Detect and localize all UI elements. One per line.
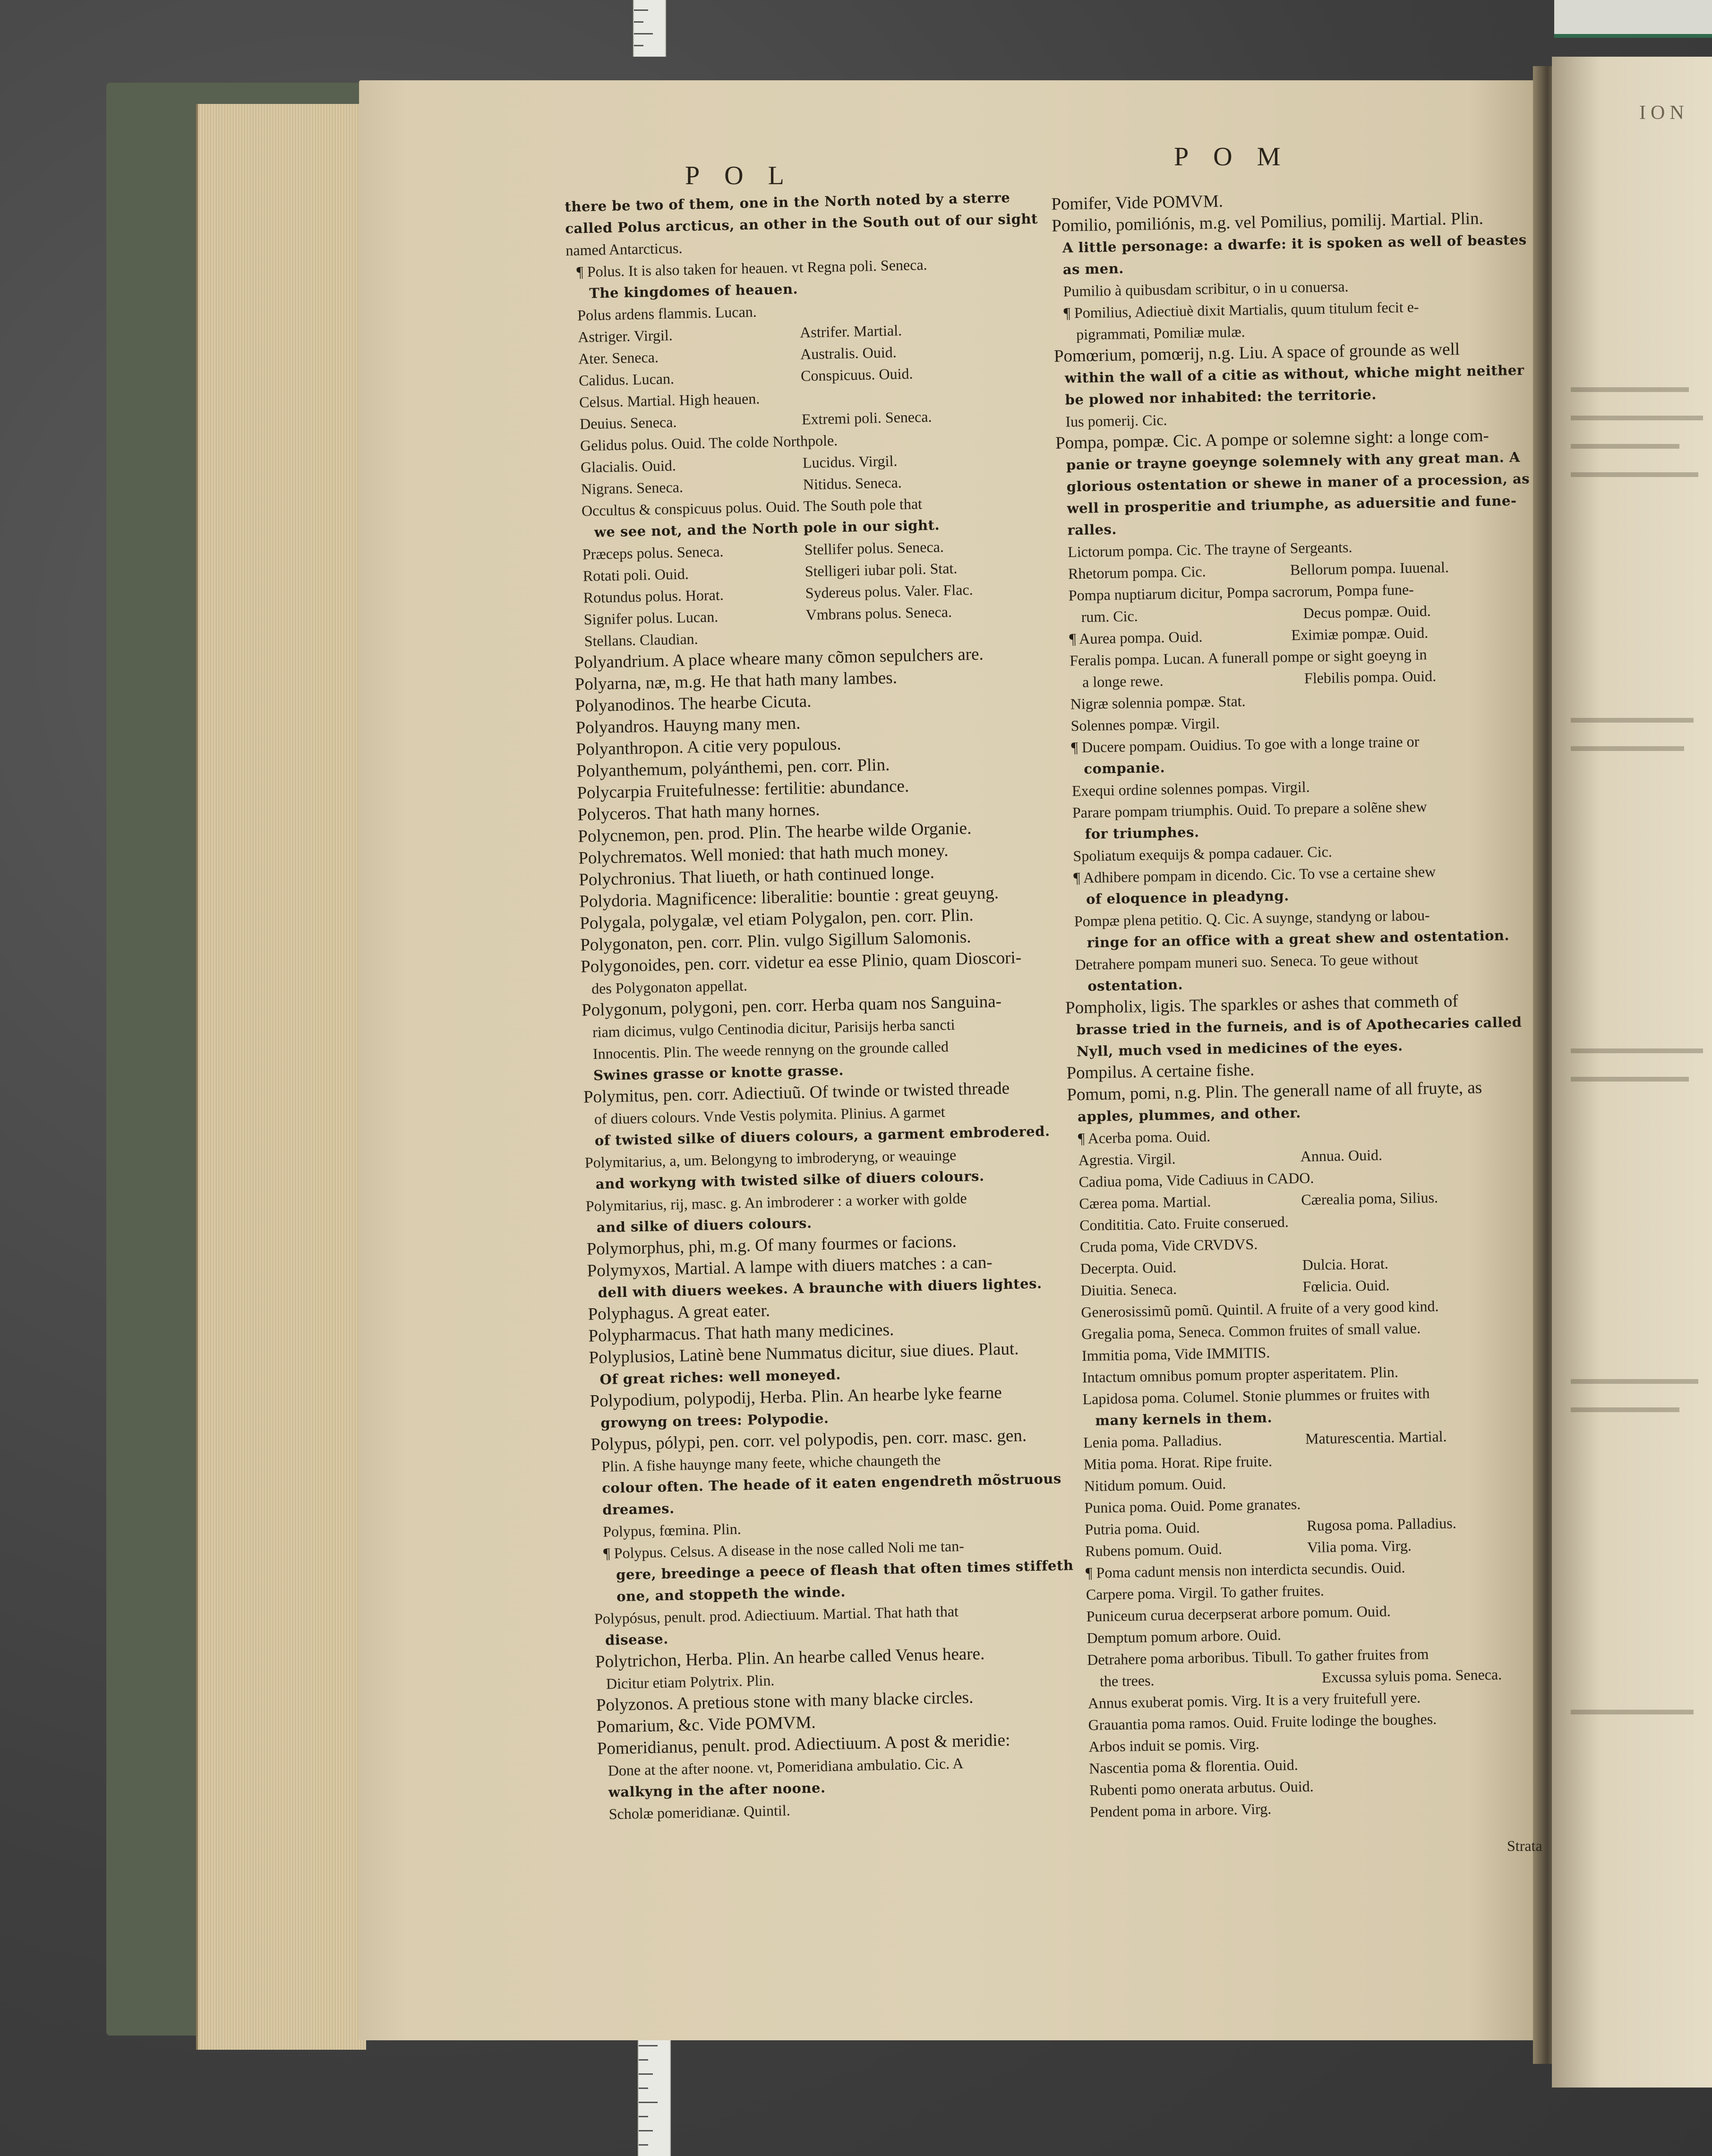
headword-entry: Pompa, pompæ. Cic. A pompe or solemne sight: a longe com- bbox=[1055, 426, 1489, 453]
entry-fragment: Rotati poli. Ouid. bbox=[582, 565, 689, 585]
entry-fragment: Decerpta. Ouid. bbox=[1080, 1258, 1177, 1278]
headword-entry: Polymitus, pen. corr. Adiectiuũ. Of twinde or twisted threade bbox=[583, 1078, 1010, 1107]
entry-line: pigrammati, Pomiliæ mulæ. bbox=[1076, 323, 1245, 343]
entry-fragment: Astrifer. Martial. bbox=[799, 322, 902, 341]
facing-page bbox=[1552, 57, 1712, 2088]
headword-entry: Polycnemon, pen. prod. Plin. The hearbe wilde Organie. bbox=[577, 818, 972, 846]
entry-line: Stellans. Claudian. bbox=[584, 630, 698, 650]
headword-entry: Polyphagus. A great eater. bbox=[588, 1301, 770, 1324]
entry-fragment: Nigrans. Seneca. bbox=[581, 478, 684, 498]
entry-line: A little personage: a dwarfe: it is spoken as well of beastes bbox=[1062, 231, 1527, 256]
entry-line: Rubenti pomo onerata arbutus. Ouid. bbox=[1089, 1777, 1314, 1799]
headword-entry: Pomilio, pomiliónis, m.g. vel Pomilius, pomilij. Martial. Plin. bbox=[1051, 209, 1484, 236]
entry-fragment: Maturescentia. Martial. bbox=[1305, 1427, 1447, 1448]
entry-fragment: Cærealia poma, Silius. bbox=[1301, 1189, 1438, 1209]
entry-fragment: Australis. Ouid. bbox=[800, 343, 897, 363]
headword-entry: Polygala, polygalæ, vel etiam Polygalon, pen. corr. Plin. bbox=[579, 905, 974, 933]
entry-line: Puniceum curua decerpserat arbore pomum. Ouid. bbox=[1086, 1602, 1391, 1625]
entry-line: panie or trayne goeynge solemnely with any great man. A bbox=[1066, 449, 1521, 473]
entry-line: Feralis pompa. Lucan. A funerall pompe or sight goeyng in bbox=[1069, 646, 1427, 669]
headword-entry: Polygonoides, pen. corr. videtur ea esse Plinio, quam Dioscori- bbox=[580, 948, 1022, 977]
left-column bbox=[565, 186, 1083, 1825]
entry-line: Polymitarius, rij, masc. g. An imbroderer : a worker with golde bbox=[585, 1189, 967, 1215]
entry-fragment: Conspicuus. Ouid. bbox=[800, 365, 913, 384]
headword-entry: Polypodium, polypodij, Herba. Plin. An hearbe lyke fearne bbox=[590, 1383, 1002, 1411]
running-head-left: POL bbox=[685, 161, 809, 190]
entry-fragment: Deuius. Seneca. bbox=[579, 413, 677, 433]
entry-line: Scholæ pomeridianæ. Quintil. bbox=[608, 1801, 791, 1823]
entry-line: Pumilio à quibusdam scribitur, o in u conuersa. bbox=[1063, 278, 1349, 300]
entry-line: ¶ Acerba poma. Ouid. bbox=[1078, 1127, 1211, 1147]
entry-line: Spoliatum exequijs & pompa cadauer. Cic. bbox=[1073, 843, 1333, 865]
catchword: Strata bbox=[1507, 1837, 1542, 1854]
headword-entry: Polyandrium. A place wheare many cõmon sepulchers are. bbox=[574, 644, 984, 673]
scale-ruler-top bbox=[633, 0, 666, 57]
headword-entry: Polymorphus, phi, m.g. Of many fourmes or facions. bbox=[586, 1232, 957, 1259]
entry-line: called Polus arcticus, an other in the South out of our sight bbox=[565, 211, 1038, 237]
entry-line: ¶ Polus. It is also taken for heauen. vt Regna poli. Seneca. bbox=[576, 256, 927, 281]
entry-fragment: Lenia poma. Palladius. bbox=[1083, 1432, 1222, 1451]
entry-fragment: Sydereus polus. Valer. Flac. bbox=[805, 581, 973, 602]
entry-line: Pompa nuptiarum dicitur, Pompa sacrorum, Pompa fune- bbox=[1068, 580, 1414, 604]
entry-line: Ius pomerij. Cic. bbox=[1065, 411, 1167, 430]
entry-fragment: Præceps polus. Seneca. bbox=[582, 543, 724, 563]
entry-fragment: rum. Cic. bbox=[1081, 607, 1138, 626]
entry-fragment: Vilia poma. Virg. bbox=[1307, 1537, 1412, 1556]
entry-fragment: Putria poma. Ouid. bbox=[1085, 1518, 1200, 1538]
entry-line: Condititia. Cato. Fruite conserued. bbox=[1079, 1213, 1289, 1234]
entry-fragment: ¶ Aurea pompa. Ouid. bbox=[1069, 628, 1203, 648]
entry-fragment: Fœlicia. Ouid. bbox=[1302, 1276, 1390, 1295]
entry-line: of diuers colours. Vnde Vestis polymita. Plinius. A garmet bbox=[594, 1103, 945, 1128]
page-edges bbox=[196, 104, 366, 2050]
entry-fragment: Nitidus. Seneca. bbox=[803, 474, 902, 493]
entry-fragment: Excussa syluis poma. Seneca. bbox=[1321, 1665, 1502, 1686]
entry-fragment: Extremi poli. Seneca. bbox=[801, 408, 932, 428]
entry-fragment: Cærea poma. Martial. bbox=[1079, 1193, 1211, 1212]
entry-fragment: Calidus. Lucan. bbox=[578, 370, 675, 389]
entry-line: Swines grasse or knotte grasse. bbox=[593, 1062, 844, 1084]
entry-line: walkyng in the after noone. bbox=[608, 1780, 826, 1800]
entry-line: ralles. bbox=[1067, 521, 1117, 538]
entry-fragment: Astriger. Virgil. bbox=[577, 326, 673, 346]
entry-line: Grauantia poma ramos. Ouid. Fruite lodinge the boughes. bbox=[1088, 1710, 1437, 1734]
entry-line: Plin. A fishe hauynge many feete, whiche chaungeth the bbox=[601, 1450, 941, 1475]
entry-line: ringe for an office with a great shew and ostentation. bbox=[1087, 927, 1510, 951]
entry-line: ¶ Poma cadunt mensis non interdicta secundis. Ouid. bbox=[1085, 1559, 1405, 1582]
entry-line: Cruda poma, Vide CRVDVS. bbox=[1079, 1235, 1258, 1256]
entry-line: well in prosperitie and triumphe, as aduersitie and fune- bbox=[1067, 492, 1517, 517]
scale-ruler-bottom bbox=[638, 2036, 671, 2156]
entry-fragment: Signifer polus. Lucan. bbox=[583, 608, 719, 628]
entry-fragment: Eximiæ pompæ. Ouid. bbox=[1291, 624, 1429, 644]
entry-line: Polymitarius, a, um. Belongyng to imbroderyng, or weauinge bbox=[584, 1146, 957, 1171]
entry-line: dreames. bbox=[602, 1500, 675, 1518]
entry-line: Polypósus, penult. prod. Adiectiuum. Martial. That hath that bbox=[594, 1602, 959, 1628]
entry-fragment: Ater. Seneca. bbox=[578, 348, 659, 367]
entry-line: Nyll, much vsed in medicines of the eyes. bbox=[1076, 1038, 1403, 1060]
headword-entry: Polymyxos, Martial. A lampe with diuers matches : a can- bbox=[587, 1253, 993, 1281]
entry-fragment: Agrestia. Virgil. bbox=[1078, 1150, 1176, 1169]
entry-fragment: Annua. Ouid. bbox=[1300, 1146, 1383, 1165]
entry-fragment: Decus pompæ. Ouid. bbox=[1303, 602, 1431, 622]
headword-entry: Polyarna, næ, m.g. He that hath many lambes. bbox=[574, 668, 898, 694]
entry-line: Celsus. Martial. High heauen. bbox=[579, 390, 760, 411]
entry-fragment: Flebilis pompa. Ouid. bbox=[1304, 667, 1437, 687]
entry-line: within the wall of a citie as without, whiche might neither bbox=[1064, 362, 1524, 386]
entry-line: Done at the after noone. vt, Pomeridiana ambulatio. Cic. A bbox=[608, 1755, 964, 1779]
headword-entry: Polytrichon, Herba. Plin. An hearbe called Venus heare. bbox=[595, 1644, 985, 1672]
entry-line: we see not, and the North pole in our sight. bbox=[594, 517, 940, 540]
entry-line: Lapidosa poma. Columel. Stonie plummes or fruites with bbox=[1082, 1384, 1430, 1408]
entry-fragment: Stelligeri iubar poli. Stat. bbox=[805, 559, 958, 580]
entry-line: Innocentis. Plin. The weede rennyng on the grounde called bbox=[592, 1038, 949, 1063]
headword-entry: Polyplusios, Latinè bene Nummatus dicitur, siue diues. Plaut. bbox=[589, 1339, 1019, 1368]
headword-entry: Polyzonos. A pretious stone with many blacke circles. bbox=[596, 1687, 974, 1715]
headword-entry: Polyandros. Hauyng many men. bbox=[575, 713, 801, 738]
entry-line: Lictorum pompa. Cic. The trayne of Sergeants. bbox=[1067, 538, 1352, 561]
headword-entry: Pompholix, ligis. The sparkles or ashes that commeth of bbox=[1065, 991, 1459, 1018]
entry-line: Pendent poma in arbore. Virg. bbox=[1089, 1800, 1272, 1821]
entry-line: Generosissimũ pomũ. Quintil. A fruite of a very good kind. bbox=[1081, 1297, 1439, 1321]
entry-line: Detrahere poma arboribus. Tibull. To gather fruites from bbox=[1087, 1645, 1429, 1669]
entry-line: Polypus, fœmina. Plin. bbox=[602, 1520, 742, 1540]
entry-line: Detrahere pompam muneri suo. Seneca. To geue without bbox=[1075, 950, 1419, 973]
running-head-right: POM bbox=[1174, 142, 1305, 171]
entry-line: one, and stoppeth the winde. bbox=[616, 1584, 846, 1605]
entry-fragment: Rugosa poma. Palladius. bbox=[1306, 1514, 1456, 1534]
entry-line: be plowed nor inhabited: the territorie. bbox=[1065, 386, 1377, 408]
headword-entry: Polyanthropon. A citie very populous. bbox=[576, 734, 841, 759]
entry-line: Annus exuberat pomis. Virg. It is a very fruitefull yere. bbox=[1087, 1688, 1421, 1712]
entry-fragment: the trees. bbox=[1099, 1671, 1155, 1690]
entry-fragment: Vmbrans polus. Seneca. bbox=[805, 603, 952, 623]
entry-line: glorious ostentation or shewe in maner of a procession, as bbox=[1066, 470, 1530, 495]
entry-line: des Polygonaton appellat. bbox=[591, 977, 748, 997]
headword-entry: Polyceros. That hath many hornes. bbox=[577, 800, 820, 825]
entry-line: of eloquence in pleadyng. bbox=[1086, 887, 1289, 907]
cloth-tab bbox=[1554, 0, 1712, 38]
entry-line: Parare pompam triumphis. Ouid. To prepare a solẽne shew bbox=[1072, 798, 1427, 821]
headword-entry: Polychrematos. Well monied: that hath much money. bbox=[578, 841, 949, 868]
entry-line: Of great riches: well moneyed. bbox=[599, 1366, 841, 1388]
entry-fragment: Rubens pomum. Ouid. bbox=[1085, 1540, 1223, 1560]
entry-fragment: Dulcia. Horat. bbox=[1302, 1254, 1389, 1274]
headword-entry: Polychronius. That liueth, or hath continued longe. bbox=[578, 862, 935, 890]
entry-line: many kernels in them. bbox=[1095, 1409, 1273, 1429]
facing-page-header: ION bbox=[1639, 102, 1689, 124]
entry-fragment: Glacialis. Ouid. bbox=[580, 457, 676, 476]
entry-line: Immitia poma, Vide IMMITIS. bbox=[1081, 1344, 1270, 1364]
entry-line: Intactum omnibus pomum propter asperitatem. Plin. bbox=[1082, 1363, 1399, 1386]
headword-entry: Polypus, pólypi, pen. corr. vel polypodis, pen. corr. masc. gen. bbox=[590, 1426, 1027, 1455]
entry-line: of twisted silke of diuers colours, a garment embrodered. bbox=[594, 1123, 1050, 1149]
entry-line: Nitidum pomum. Ouid. bbox=[1084, 1474, 1226, 1495]
entry-line: ¶ Pomilius, Adiectiuè dixit Martialis, quum titulum fecit e- bbox=[1063, 298, 1419, 322]
entry-line: disease. bbox=[605, 1631, 669, 1648]
entry-line: brasse tried in the furneis, and is of Apothecaries called bbox=[1076, 1014, 1522, 1038]
entry-fragment: a longe rewe. bbox=[1082, 672, 1164, 691]
entry-line: Gregalia poma, Seneca. Common fruites of small value. bbox=[1081, 1319, 1421, 1343]
entry-line: and workyng with twisted silke of diuers colours. bbox=[595, 1167, 984, 1193]
right-column bbox=[1051, 185, 1575, 1823]
entry-line: Arbos induit se pomis. Virg. bbox=[1088, 1735, 1260, 1755]
entry-line: dell with diuers weekes. A braunche with diuers lightes. bbox=[598, 1275, 1042, 1301]
entry-line: ¶ Ducere pompam. Ouidius. To goe with a longe traine or bbox=[1071, 733, 1420, 756]
entry-line: apples, plummes, and other. bbox=[1077, 1105, 1301, 1125]
headword-entry: Pomarium, &c. Vide POMVM. bbox=[596, 1713, 816, 1737]
entry-line: Cadiua poma, Vide Cadiuus in CADO. bbox=[1079, 1169, 1314, 1191]
entry-line: riam dicimus, vulgo Centinodia dicitur, Parisijs herba sancti bbox=[592, 1016, 955, 1041]
entry-fragment: Rhetorum pompa. Cic. bbox=[1068, 562, 1206, 582]
headword-entry: Polypharmacus. That hath many medicines. bbox=[588, 1320, 894, 1346]
entry-line: and silke of diuers colours. bbox=[596, 1215, 812, 1236]
entry-line: companie. bbox=[1083, 759, 1165, 777]
headword-entry: Pomœrium, pomœrij, n.g. Liu. A space of grounde as well bbox=[1053, 339, 1460, 366]
headword-entry: Pompilus. A certaine fishe. bbox=[1066, 1060, 1255, 1083]
entry-line: The kingdomes of heauen. bbox=[589, 281, 798, 301]
entry-line: gere, breedinge a peece of fleash that often times stiffeth bbox=[616, 1557, 1074, 1583]
entry-line: Carpere poma. Virgil. To gather fruites. bbox=[1086, 1582, 1325, 1603]
entry-fragment: Diuitia. Seneca. bbox=[1080, 1280, 1177, 1299]
entry-line: Occultus & conspicuus polus. Ouid. The South pole that bbox=[581, 495, 923, 520]
entry-line: ¶ Adhibere pompam in dicendo. Cic. To vse a certaine shew bbox=[1073, 863, 1436, 886]
entry-fragment: Stellifer polus. Seneca. bbox=[804, 538, 944, 558]
entry-line: Exequi ordine solennes pompas. Virgil. bbox=[1071, 778, 1310, 800]
entry-line: ¶ Polypus. Celsus. A disease in the nose called Noli me tan- bbox=[603, 1537, 965, 1562]
headword-entry: Pomeridianus, penult. prod. Adiectiuum. A post & meridie: bbox=[597, 1730, 1010, 1759]
entry-fragment: Rotundus polus. Horat. bbox=[583, 586, 724, 606]
entry-line: Gelidus polus. Ouid. The colde Northpole. bbox=[580, 432, 838, 454]
headword-entry: Pomifer, Vide POMVM. bbox=[1051, 191, 1224, 214]
entry-line: Demptum pomum arbore. Ouid. bbox=[1087, 1626, 1282, 1647]
entry-line: Pompæ plena petitio. Q. Cic. A suynge, standyng or labou- bbox=[1074, 906, 1430, 930]
entry-fragment: Lucidus. Virgil. bbox=[802, 452, 898, 471]
headword-entry: Polycarpia Fruitefulnesse: fertilitie: abundance. bbox=[577, 776, 909, 803]
entry-line: Nascentia poma & florentia. Ouid. bbox=[1088, 1756, 1298, 1777]
entry-line: Nigræ solennia pompæ. Stat. bbox=[1070, 692, 1246, 713]
entry-line: colour often. The heade of it eaten engendreth mõstruous bbox=[601, 1470, 1062, 1496]
entry-line: growyng on trees: Polypodie. bbox=[600, 1410, 829, 1431]
entry-line: for triumphes. bbox=[1085, 824, 1199, 842]
entry-fragment: Bellorum pompa. Iuuenal. bbox=[1290, 558, 1449, 579]
headword-entry: Pomum, pomi, n.g. Plin. The generall name of all fruyte, as bbox=[1066, 1078, 1482, 1105]
entry-line: Solennes pompæ. Virgil. bbox=[1070, 714, 1220, 734]
headword-entry: Polyanodinos. The hearbe Cicuta. bbox=[575, 691, 812, 716]
entry-line: as men. bbox=[1062, 260, 1124, 278]
entry-line: ostentation. bbox=[1087, 976, 1183, 994]
entry-line: Polus ardens flammis. Lucan. bbox=[577, 303, 757, 324]
entry-line: named Antarcticus. bbox=[565, 239, 683, 259]
headword-entry: Polyanthemum, polyánthemi, pen. corr. Plin. bbox=[576, 755, 890, 781]
headword-entry: Polygonum, polygoni, pen. corr. Herba quam nos Sanguina- bbox=[581, 992, 1002, 1020]
headword-entry: Polydoria. Magnificence: liberalitie: bountie : great geuyng. bbox=[579, 883, 999, 912]
headword-entry: Polygonaton, pen. corr. Plin. vulgo Sigillum Salomonis. bbox=[580, 927, 971, 955]
entry-line: Mitia poma. Horat. Ripe fruite. bbox=[1083, 1452, 1273, 1473]
entry-line: Punica poma. Ouid. Pome granates. bbox=[1084, 1495, 1301, 1517]
entry-line: there be two of them, one in the North noted by a sterre bbox=[565, 189, 1010, 215]
entry-line: Dicitur etiam Polytrix. Plin. bbox=[606, 1671, 775, 1692]
